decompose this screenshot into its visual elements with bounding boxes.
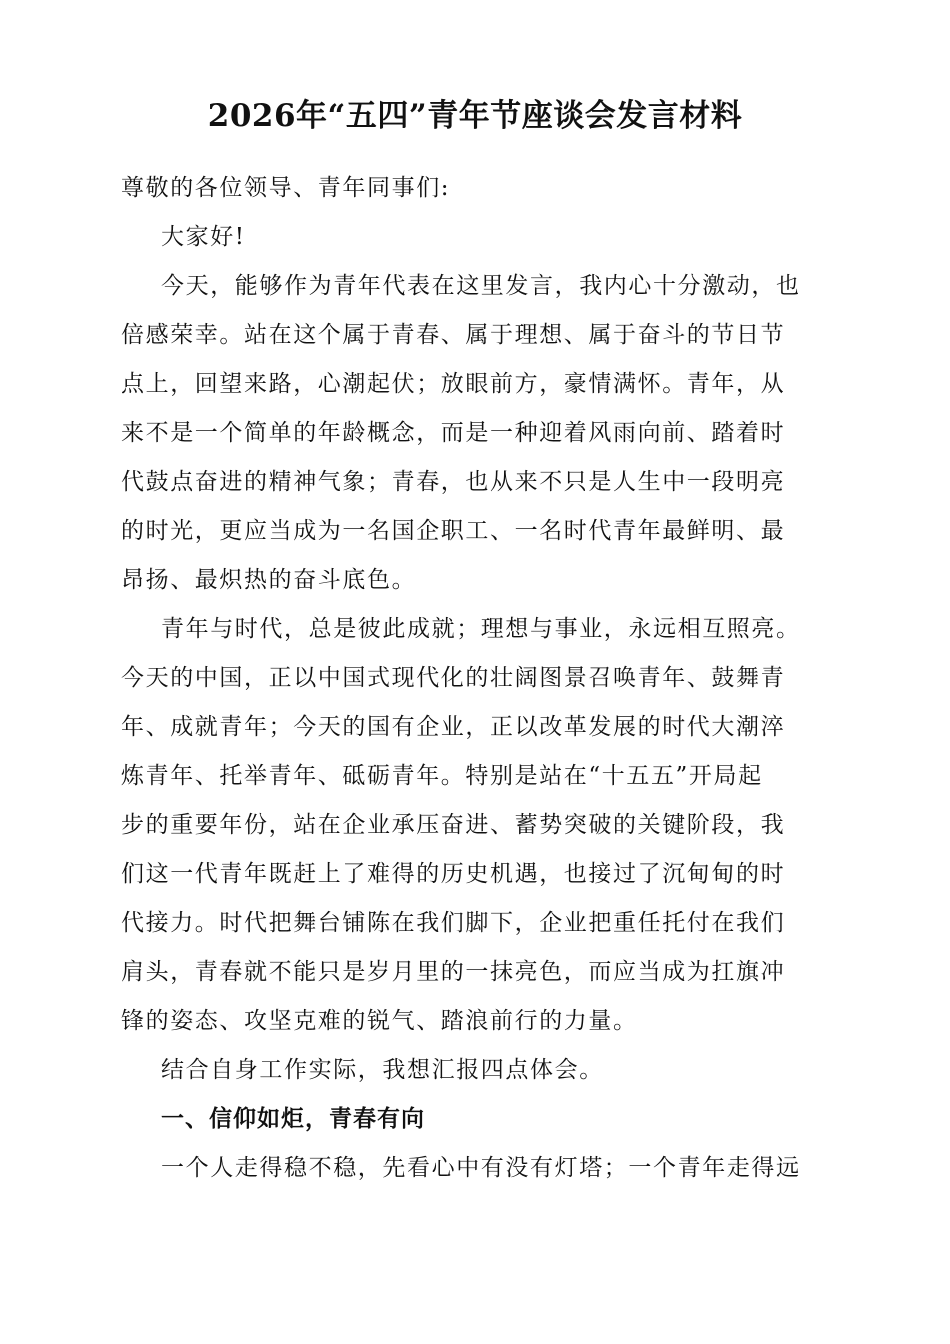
text-line: 锋的姿态、攻坚克难的锐气、踏浪前行的力量。 [121, 1008, 638, 1034]
text-line: 年、成就青年；今天的国有企业，正以改革发展的时代大潮淬 [121, 714, 786, 740]
text-line: 步的重要年份，站在企业承压奋进、蓄势突破的关键阶段，我 [121, 812, 786, 838]
text-line: 们这一代青年既赶上了难得的历史机遇，也接过了沉甸甸的时 [121, 861, 786, 887]
greeting: 大家好! [161, 224, 246, 250]
text-line: 肩头，青春就不能只是岁月里的一抹亮色，而应当成为扛旗冲 [121, 959, 786, 985]
text-line: 炼青年、托举青年、砥砺青年。特别是站在“十五五”开局起 [121, 763, 763, 789]
text-line: 青年与时代，总是彼此成就；理想与事业，永远相互照亮。 [161, 616, 801, 642]
text-line: 代鼓点奋进的精神气象；青春，也从来不只是人生中一段明亮 [121, 469, 786, 495]
text-line: 一个人走得稳不稳，先看心中有没有灯塔；一个青年走得远 [161, 1155, 801, 1181]
text-line: 倍感荣幸。站在这个属于青春、属于理想、属于奋斗的节日节 [121, 322, 786, 348]
text-line: 点上，回望来路，心潮起伏；放眼前方，豪情满怀。青年，从 [121, 371, 786, 397]
document-title: 2026年“五四”青年节座谈会发言材料 [207, 98, 743, 134]
text-line: 来不是一个简单的年龄概念，而是一种迎着风雨向前、踏着时 [121, 420, 786, 446]
salutation: 尊敬的各位领导、青年同事们: [121, 175, 451, 201]
text-line: 昂扬、最炽热的奋斗底色。 [121, 567, 417, 593]
section-heading: 一、信仰如炬，青春有向 [161, 1106, 425, 1132]
text-line: 结合自身工作实际，我想汇报四点体会。 [161, 1057, 604, 1083]
text-line: 今天的中国，正以中国式现代化的壮阔图景召唤青年、鼓舞青 [121, 665, 786, 691]
body-text [121, 262, 821, 1095]
text-line: 代接力。时代把舞台铺陈在我们脚下，企业把重任托付在我们 [121, 910, 786, 936]
text-line: 今天，能够作为青年代表在这里发言，我内心十分激动，也 [161, 273, 801, 299]
document-body [121, 164, 821, 1193]
text-line: 的时光，更应当成为一名国企职工、一名时代青年最鲜明、最 [121, 518, 786, 544]
